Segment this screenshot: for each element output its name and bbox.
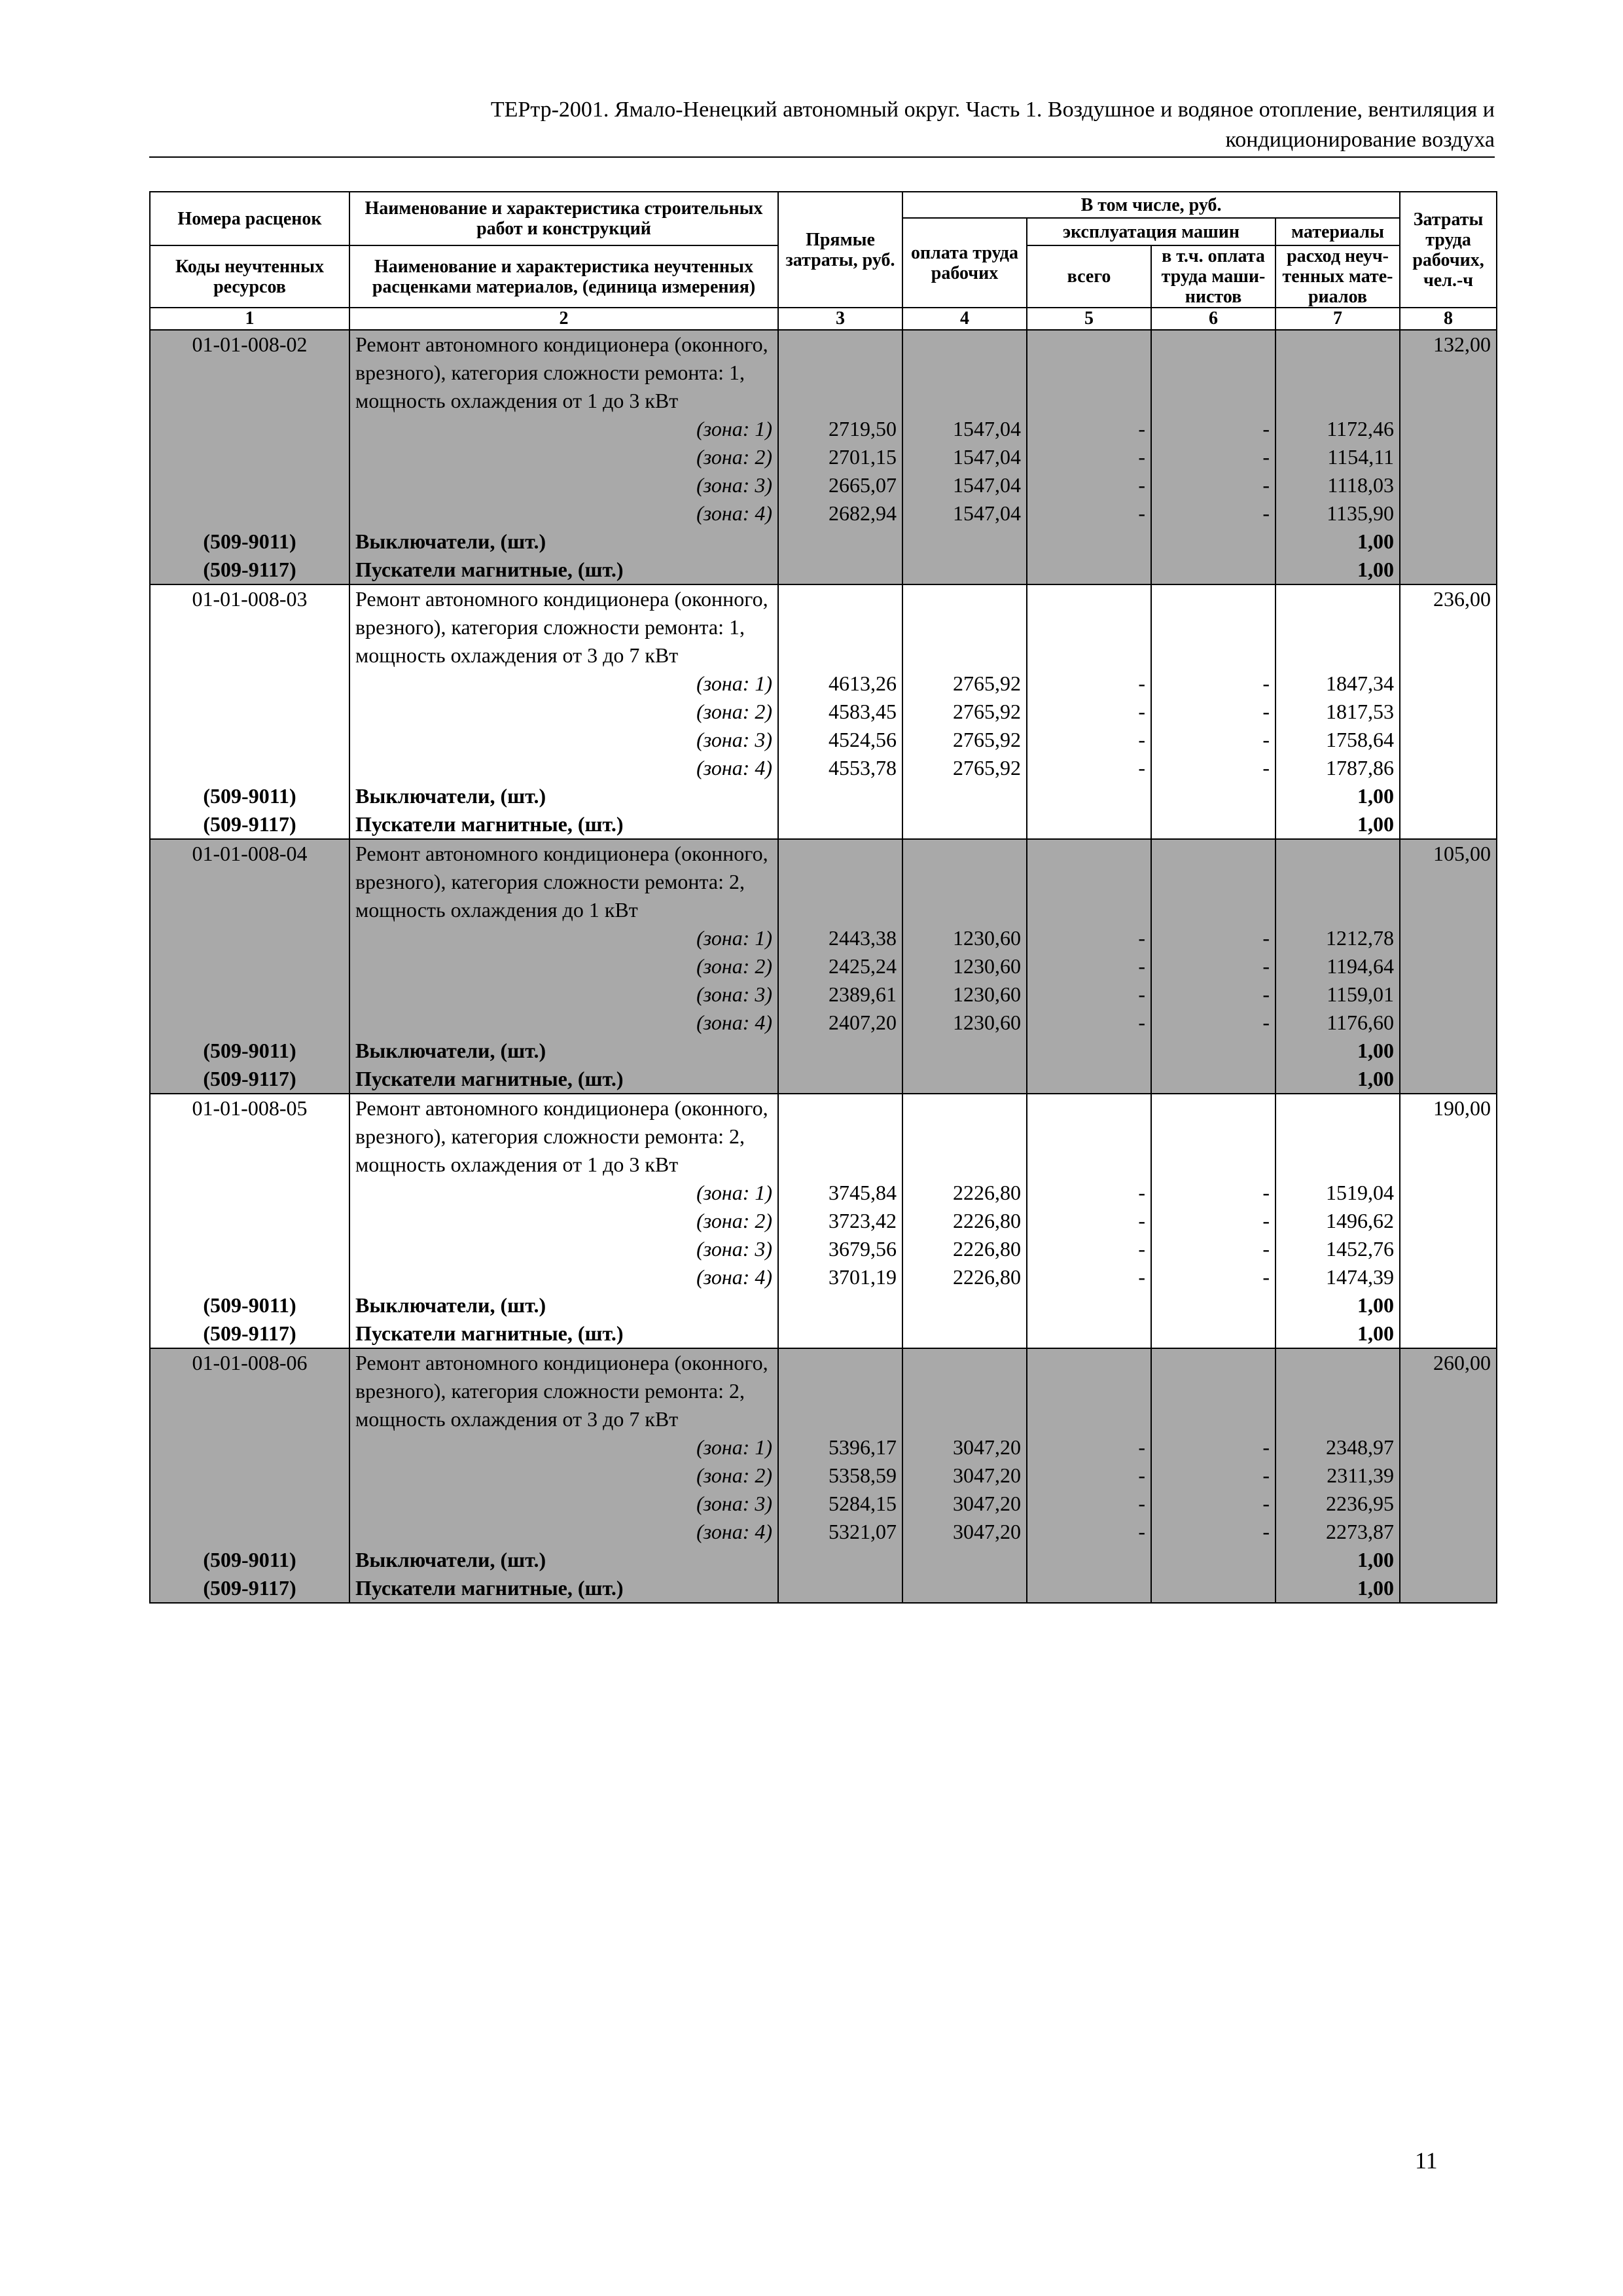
rate-code: 01-01-008-02 (150, 330, 349, 415)
rate-name: Ремонт автономного кондиционера (оконного, врезного), категория сложности ремонта: 2, мощность охлаждения до 1 кВт (349, 839, 778, 924)
machinists-cost: - (1151, 1490, 1275, 1518)
materials-cost: 1847,34 (1275, 670, 1400, 698)
resource-name: Пускатели магнитные, (шт.) (349, 1065, 778, 1094)
materials-cost: 1135,90 (1275, 499, 1400, 528)
zone-row (150, 670, 1497, 698)
resource-name: Пускатели магнитные, (шт.) (349, 1319, 778, 1348)
machinists-cost: - (1151, 443, 1275, 471)
col-direct-header: Прямые затраты, руб. (778, 192, 902, 308)
direct-cost: 5321,07 (778, 1518, 902, 1546)
direct-cost: 5358,59 (778, 1462, 902, 1490)
col-number: 1 (150, 308, 349, 330)
pay-cost: 3047,20 (902, 1518, 1027, 1546)
rate-title-row (150, 1348, 1497, 1433)
machinists-cost: - (1151, 1462, 1275, 1490)
zone-row (150, 698, 1497, 726)
pay-cost: 1547,04 (902, 499, 1027, 528)
machines-cost: - (1027, 1207, 1151, 1235)
machinists-cost: - (1151, 415, 1275, 443)
machinists-cost: - (1151, 1433, 1275, 1462)
zone-row (150, 924, 1497, 952)
resource-qty: 1,00 (1275, 810, 1400, 839)
zone-row (150, 471, 1497, 499)
resource-qty: 1,00 (1275, 528, 1400, 556)
machines-cost: - (1027, 1179, 1151, 1207)
machinists-cost: - (1151, 952, 1275, 980)
resource-name: Выключатели, (шт.) (349, 1291, 778, 1319)
materials-cost: 1194,64 (1275, 952, 1400, 980)
direct-cost: 3679,56 (778, 1235, 902, 1263)
rate-group (150, 839, 1497, 1094)
direct-cost: 5284,15 (778, 1490, 902, 1518)
rate-code: 01-01-008-03 (150, 584, 349, 670)
machines-cost: - (1027, 415, 1151, 443)
resource-code: (509-9011) (150, 1037, 349, 1065)
machines-cost: - (1027, 471, 1151, 499)
rate-group (150, 1348, 1497, 1603)
zone-row (150, 1207, 1497, 1235)
resource-row (150, 1037, 1497, 1065)
direct-cost: 2665,07 (778, 471, 902, 499)
machines-cost: - (1027, 1518, 1151, 1546)
zone-row (150, 754, 1497, 782)
materials-cost: 2273,87 (1275, 1518, 1400, 1546)
resource-code: (509-9011) (150, 1546, 349, 1574)
zone-row (150, 980, 1497, 1009)
column-numbers-row (150, 308, 1497, 330)
resource-name: Пускатели магнитные, (шт.) (349, 810, 778, 839)
pay-cost: 2765,92 (902, 670, 1027, 698)
machines-cost: - (1027, 1462, 1151, 1490)
header-line-1: ТЕРтр-2001. Ямало-Ненецкий автономный округ. Часть 1. Воздушное и водяное отопление, вентиляция и (490, 98, 1495, 122)
rate-code: 01-01-008-06 (150, 1348, 349, 1433)
materials-cost: 1159,01 (1275, 980, 1400, 1009)
direct-cost: 2719,50 (778, 415, 902, 443)
rates-table (149, 191, 1497, 1604)
rate-name: Ремонт автономного кондиционера (оконного, врезного), категория сложности ремонта: 1, мощность охлаждения от 1 до 3 кВт (349, 330, 778, 415)
pay-cost: 2765,92 (902, 754, 1027, 782)
zone-row (150, 1490, 1497, 1518)
rate-name: Ремонт автономного кондиционера (оконного, врезного), категория сложности ремонта: 2, мощность охлаждения от 3 до 7 кВт (349, 1348, 778, 1433)
col-name2-header: Наименование и характеристика неучтенных расценками материалов, (единица измерения) (349, 245, 778, 308)
direct-cost: 5396,17 (778, 1433, 902, 1462)
col-codes-header: Коды неучтенных ресурсов (150, 245, 349, 308)
pay-cost: 1547,04 (902, 415, 1027, 443)
page-number: 11 (1415, 2147, 1438, 2174)
resource-code: (509-9117) (150, 556, 349, 584)
col-number: 3 (778, 308, 902, 330)
zone-label: (зона: 4) (349, 1009, 778, 1037)
machines-cost: - (1027, 1009, 1151, 1037)
machines-cost: - (1027, 1263, 1151, 1291)
resource-row (150, 1319, 1497, 1348)
pay-cost: 1547,04 (902, 443, 1027, 471)
resource-qty: 1,00 (1275, 1574, 1400, 1603)
pay-cost: 1230,60 (902, 980, 1027, 1009)
machinists-cost: - (1151, 1263, 1275, 1291)
materials-cost: 1758,64 (1275, 726, 1400, 754)
resource-code: (509-9117) (150, 810, 349, 839)
machinists-cost: - (1151, 698, 1275, 726)
pay-cost: 1230,60 (902, 1009, 1027, 1037)
resource-row (150, 1291, 1497, 1319)
zone-row (150, 499, 1497, 528)
machines-cost: - (1027, 499, 1151, 528)
zone-row (150, 1179, 1497, 1207)
direct-cost: 2425,24 (778, 952, 902, 980)
zone-label: (зона: 1) (349, 1433, 778, 1462)
materials-cost: 1519,04 (1275, 1179, 1400, 1207)
direct-cost: 2389,61 (778, 980, 902, 1009)
rate-title-row (150, 1094, 1497, 1179)
resource-qty: 1,00 (1275, 1037, 1400, 1065)
zone-row (150, 1009, 1497, 1037)
direct-cost: 2407,20 (778, 1009, 902, 1037)
resource-code: (509-9011) (150, 1291, 349, 1319)
resource-qty: 1,00 (1275, 1546, 1400, 1574)
direct-cost: 3723,42 (778, 1207, 902, 1235)
resource-row (150, 556, 1497, 584)
direct-cost: 2701,15 (778, 443, 902, 471)
materials-cost: 1154,11 (1275, 443, 1400, 471)
resource-name: Выключатели, (шт.) (349, 782, 778, 810)
pay-cost: 2226,80 (902, 1179, 1027, 1207)
materials-cost: 2236,95 (1275, 1490, 1400, 1518)
zone-label: (зона: 4) (349, 754, 778, 782)
machinists-cost: - (1151, 924, 1275, 952)
rate-name: Ремонт автономного кондиционера (оконного, врезного), категория сложности ремонта: 2, мощность охлаждения от 1 до 3 кВт (349, 1094, 778, 1179)
pay-cost: 3047,20 (902, 1490, 1027, 1518)
materials-cost: 1787,86 (1275, 754, 1400, 782)
zone-label: (зона: 3) (349, 726, 778, 754)
direct-cost: 4553,78 (778, 754, 902, 782)
resource-qty: 1,00 (1275, 1291, 1400, 1319)
zone-row (150, 443, 1497, 471)
zone-label: (зона: 1) (349, 924, 778, 952)
materials-cost: 1212,78 (1275, 924, 1400, 952)
zone-label: (зона: 2) (349, 698, 778, 726)
resource-code: (509-9011) (150, 782, 349, 810)
zone-label: (зона: 1) (349, 415, 778, 443)
zone-label: (зона: 2) (349, 1462, 778, 1490)
materials-cost: 1452,76 (1275, 1235, 1400, 1263)
col-number: 4 (902, 308, 1027, 330)
resource-row (150, 528, 1497, 556)
direct-cost: 3701,19 (778, 1263, 902, 1291)
zone-label: (зона: 1) (349, 670, 778, 698)
machinists-cost: - (1151, 471, 1275, 499)
pay-cost: 2765,92 (902, 698, 1027, 726)
zone-label: (зона: 3) (349, 980, 778, 1009)
col-machinists-header: в т.ч. оплата труда маши-нистов (1151, 245, 1275, 308)
resource-row (150, 1065, 1497, 1094)
resource-qty: 1,00 (1275, 556, 1400, 584)
materials-cost: 1474,39 (1275, 1263, 1400, 1291)
direct-cost: 4613,26 (778, 670, 902, 698)
resource-code: (509-9011) (150, 528, 349, 556)
zone-row (150, 1433, 1497, 1462)
pay-cost: 2765,92 (902, 726, 1027, 754)
col-machines-group-header: эксплуатация машин (1027, 218, 1275, 245)
zone-label: (зона: 2) (349, 443, 778, 471)
resource-name: Пускатели магнитные, (шт.) (349, 556, 778, 584)
col-number: 2 (349, 308, 778, 330)
pay-cost: 1547,04 (902, 471, 1027, 499)
materials-cost: 1496,62 (1275, 1207, 1400, 1235)
resource-qty: 1,00 (1275, 1065, 1400, 1094)
rate-group (150, 1094, 1497, 1348)
col-name-header: Наименование и характеристика строительных работ и конструкций (349, 192, 778, 245)
machinists-cost: - (1151, 1518, 1275, 1546)
machinists-cost: - (1151, 1207, 1275, 1235)
zone-row (150, 952, 1497, 980)
col-pay-header: оплата труда рабочих (902, 218, 1027, 308)
labor-value: 132,00 (1400, 330, 1497, 415)
resource-code: (509-9117) (150, 1574, 349, 1603)
labor-value: 105,00 (1400, 839, 1497, 924)
materials-cost: 1817,53 (1275, 698, 1400, 726)
zone-label: (зона: 3) (349, 1235, 778, 1263)
zone-row (150, 726, 1497, 754)
col-including-header: В том числе, руб. (902, 192, 1400, 218)
direct-cost: 2443,38 (778, 924, 902, 952)
direct-cost: 4524,56 (778, 726, 902, 754)
header-line-2: кондиционирование воздуха (1225, 128, 1495, 152)
zone-label: (зона: 3) (349, 1490, 778, 1518)
rate-group (150, 584, 1497, 839)
col-number: 7 (1275, 308, 1400, 330)
machines-cost: - (1027, 980, 1151, 1009)
col-number: 5 (1027, 308, 1151, 330)
machinists-cost: - (1151, 1009, 1275, 1037)
pay-cost: 3047,20 (902, 1462, 1027, 1490)
machinists-cost: - (1151, 980, 1275, 1009)
rate-code: 01-01-008-04 (150, 839, 349, 924)
page-header (149, 95, 1495, 158)
machines-cost: - (1027, 952, 1151, 980)
zone-row (150, 1235, 1497, 1263)
rate-title-row (150, 584, 1497, 670)
materials-cost: 2311,39 (1275, 1462, 1400, 1490)
labor-value: 260,00 (1400, 1348, 1497, 1433)
machinists-cost: - (1151, 499, 1275, 528)
zone-label: (зона: 4) (349, 499, 778, 528)
col-number: 6 (1151, 308, 1275, 330)
col-labor-header: Затраты труда рабочих, чел.-ч (1400, 192, 1497, 308)
labor-value: 236,00 (1400, 584, 1497, 670)
resource-name: Выключатели, (шт.) (349, 528, 778, 556)
rate-title-row (150, 330, 1497, 415)
zone-label: (зона: 4) (349, 1263, 778, 1291)
pay-cost: 2226,80 (902, 1235, 1027, 1263)
direct-cost: 2682,94 (778, 499, 902, 528)
resource-name: Пускатели магнитные, (шт.) (349, 1574, 778, 1603)
table-header (150, 192, 1497, 330)
zone-label: (зона: 3) (349, 471, 778, 499)
machinists-cost: - (1151, 1179, 1275, 1207)
zone-label: (зона: 2) (349, 1207, 778, 1235)
resource-code: (509-9117) (150, 1065, 349, 1094)
direct-cost: 3745,84 (778, 1179, 902, 1207)
zone-row (150, 1462, 1497, 1490)
zone-label: (зона: 2) (349, 952, 778, 980)
machinists-cost: - (1151, 726, 1275, 754)
resource-row (150, 782, 1497, 810)
col-materials-group-header: материалы (1275, 218, 1400, 245)
rate-title-row (150, 839, 1497, 924)
machinists-cost: - (1151, 670, 1275, 698)
zone-row (150, 415, 1497, 443)
materials-cost: 2348,97 (1275, 1433, 1400, 1462)
resource-qty: 1,00 (1275, 1319, 1400, 1348)
machines-cost: - (1027, 670, 1151, 698)
machines-cost: - (1027, 698, 1151, 726)
machinists-cost: - (1151, 1235, 1275, 1263)
direct-cost: 4583,45 (778, 698, 902, 726)
pay-cost: 1230,60 (902, 924, 1027, 952)
zone-row (150, 1263, 1497, 1291)
resource-name: Выключатели, (шт.) (349, 1037, 778, 1065)
pay-cost: 2226,80 (902, 1263, 1027, 1291)
pay-cost: 3047,20 (902, 1433, 1027, 1462)
resource-code: (509-9117) (150, 1319, 349, 1348)
pay-cost: 1230,60 (902, 952, 1027, 980)
resource-row (150, 1546, 1497, 1574)
col-nomera-header: Номера расценок (150, 192, 349, 245)
resource-row (150, 810, 1497, 839)
machines-cost: - (1027, 754, 1151, 782)
pay-cost: 2226,80 (902, 1207, 1027, 1235)
machines-cost: - (1027, 1235, 1151, 1263)
machines-cost: - (1027, 1433, 1151, 1462)
resource-name: Выключатели, (шт.) (349, 1546, 778, 1574)
machinists-cost: - (1151, 754, 1275, 782)
materials-cost: 1176,60 (1275, 1009, 1400, 1037)
resource-qty: 1,00 (1275, 782, 1400, 810)
zone-label: (зона: 1) (349, 1179, 778, 1207)
zone-label: (зона: 4) (349, 1518, 778, 1546)
rate-code: 01-01-008-05 (150, 1094, 349, 1179)
rate-group (150, 330, 1497, 584)
machines-cost: - (1027, 443, 1151, 471)
col-machines-total-header: всего (1027, 245, 1151, 308)
rate-name: Ремонт автономного кондиционера (оконного, врезного), категория сложности ремонта: 1, мощность охлаждения от 3 до 7 кВт (349, 584, 778, 670)
zone-row (150, 1518, 1497, 1546)
machines-cost: - (1027, 924, 1151, 952)
col-number: 8 (1400, 308, 1497, 330)
col-materials-header: расход неуч-тенных мате-риалов (1275, 245, 1400, 308)
resource-row (150, 1574, 1497, 1603)
materials-cost: 1172,46 (1275, 415, 1400, 443)
machines-cost: - (1027, 1490, 1151, 1518)
materials-cost: 1118,03 (1275, 471, 1400, 499)
labor-value: 190,00 (1400, 1094, 1497, 1179)
machines-cost: - (1027, 726, 1151, 754)
